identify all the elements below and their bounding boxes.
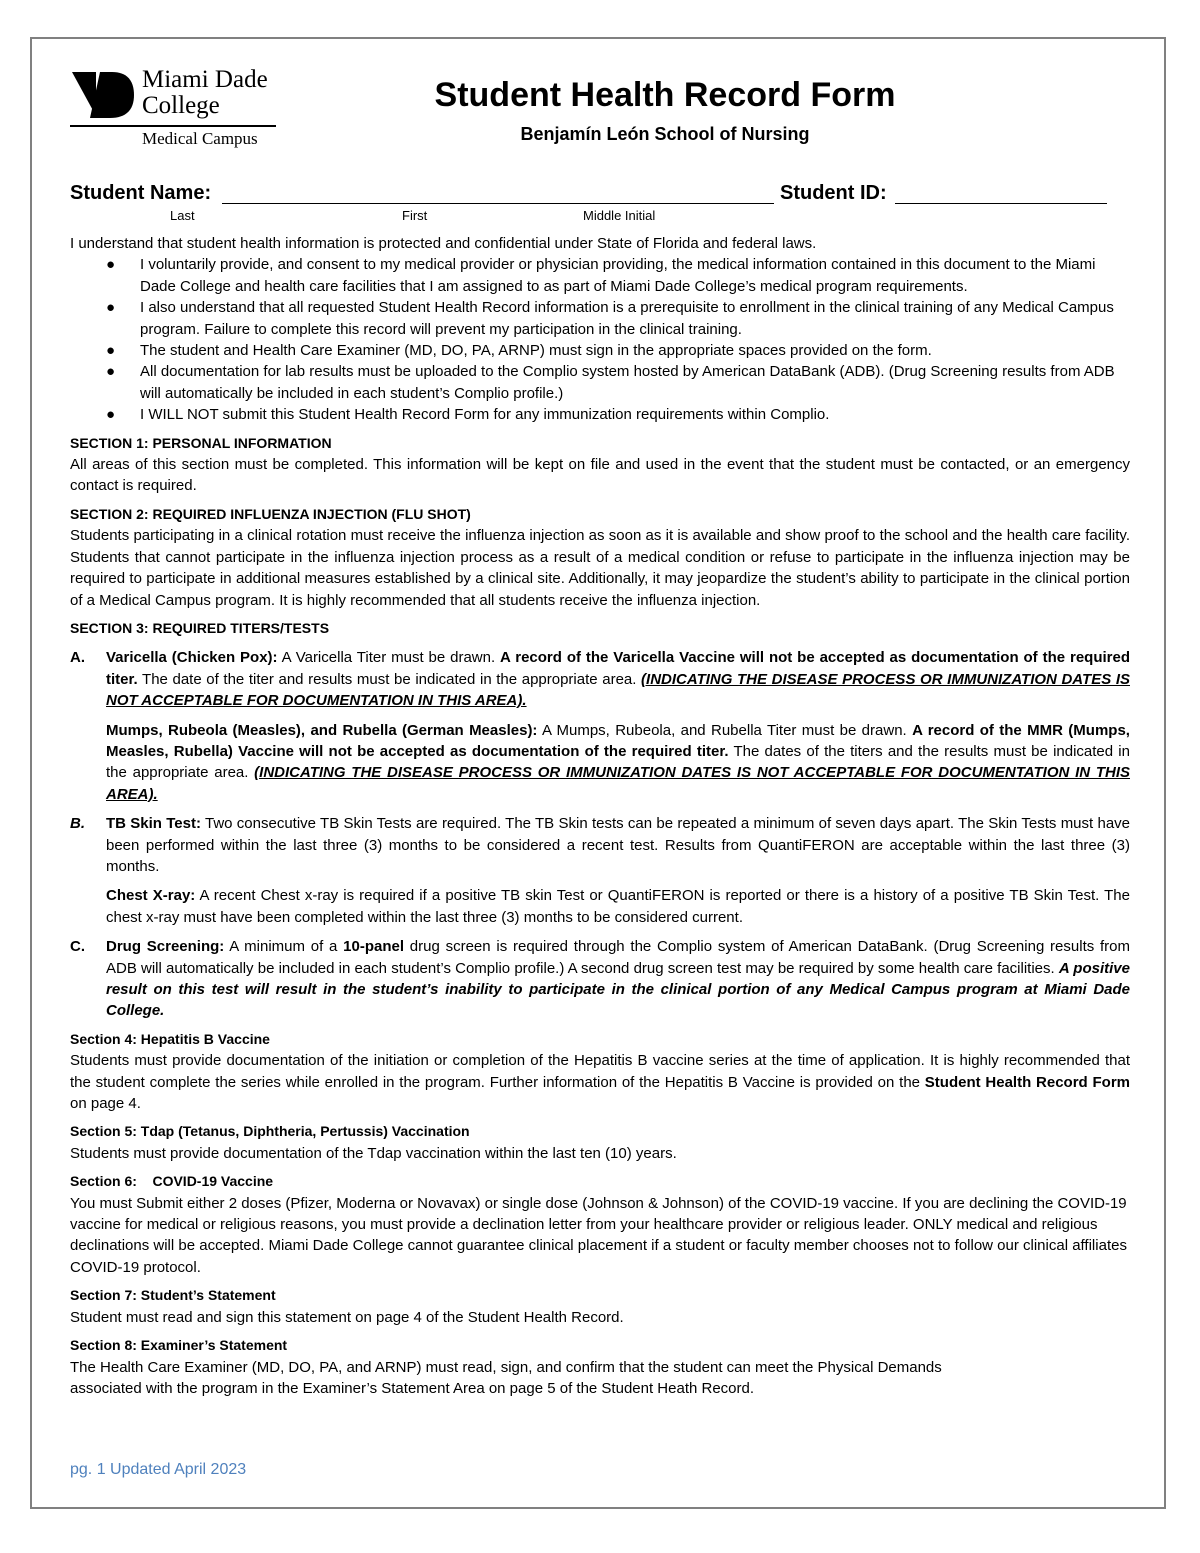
mmr-item: Mumps, Rubeola (Measles), and Rubella (German Measles): A Mumps, Rubeola, and Rubella Titer must be drawn. A record of the MMR (Mumps, Measles, Rubella) Vaccine will not be accepted as documentation of the required titer. The dates of the titers and the results must be indicated in the appropriate area. (INDICATING THE DISEASE PROCESS OR IMMUNIZATION DATES IS NOT ACCEPTABLE FOR DOCUMENTATION IN THIS AREA). bbox=[106, 721, 1130, 803]
section2-heading: SECTION 2: REQUIRED INFLUENZA INJECTION (FLU SHOT) bbox=[70, 505, 471, 522]
logo-line2: College bbox=[142, 92, 220, 119]
intro-bullets bbox=[70, 254, 1130, 425]
tb-skin-test-item: B. TB Skin Test: Two consecutive TB Skin Tests are required. The TB Skin tests can be repeated a minimum of seven days apart. The Skin Tests must have been performed within the last three (3) months to be considered a recent test. Results from QuantiFERON are acceptable within the last three (3) months. bbox=[70, 815, 1131, 875]
varicella-item: A. Varicella (Chicken Pox): A Varicella Titer must be drawn. A record of the Varicella Vaccine will not be accepted as documentation of the required titer. The date of the titer and results must be indicated in the appropriate area. (INDICATING THE DISEASE PROCESS OR IMMUNIZATION DATES IS NOT ACCEPTABLE FOR DOCUMENTATION IN THIS AREA). bbox=[70, 649, 1130, 710]
section2-body: Students participating in a clinical rotation must receive the influenza injection as soon as it is available and show proof to the school and the health care facility. Students that cannot participate in the influenza injection process as a result of a medical condition or refuse to participate in the influenza injection may be required to participate in additional measures established by a clinical site. Additionally, it may jeopardize the student’s ability to participate in the clinical portion of a Medical Campus program. It is highly recommended that all students receive the influenza injection. bbox=[70, 527, 1130, 609]
drug-screening-item: C. Drug Screening: A minimum of a 10-panel drug screen is required through the Complio system of American DataBank. (Drug Screening results from ADB will automatically be included in each student’s Complio profile.) A second drug screen test may be required by some health care facilities. A positive result on this test will result in the student’s inability to participate in the clinical portion of any Medical Campus program at Miami Dade College. bbox=[70, 938, 1131, 1020]
sublabel-last: Last bbox=[170, 208, 195, 223]
section7-heading: Section 7: Student’s Statement bbox=[70, 1287, 276, 1304]
list-item: ● The student and Health Care Examiner (MD, DO, PA, ARNP) must sign in the appropriate spaces provided on the form. bbox=[70, 340, 1130, 361]
student-name-field[interactable] bbox=[222, 203, 774, 204]
section4-body: Students must provide documentation of the initiation or completion of the Hepatitis B vaccine series at the time of application. It is highly recommended that the student complete the series while enrolled in the program. Further information of the Hepatitis B Vaccine is provided on the Student Health Record Form on page 4. bbox=[70, 1052, 1130, 1113]
section4-heading: Section 4: Hepatitis B Vaccine bbox=[70, 1030, 270, 1047]
page-footer: pg. 1 Updated April 2023 bbox=[70, 1461, 247, 1478]
chest-xray-item: Chest X-ray: A recent Chest x-ray is required if a positive TB skin Test or QuantiFERON is reported or there is a history of a positive TB Skin Test. The chest x-ray must have been completed within the last three (3) months to be considered current. bbox=[106, 887, 1130, 926]
list-item: ● I voluntarily provide, and consent to my medical provider or physician providing, the medical information contained in this document to the Miami Dade College and health care facilities that I am assigned to as part of Miami Dade College’s medical program requirements. bbox=[106, 256, 1096, 295]
section6-heading: Section 6: COVID-19 Vaccine bbox=[70, 1173, 274, 1190]
form-subtitle: Benjamín León School of Nursing bbox=[520, 124, 810, 144]
logo-line1: Miami Dade bbox=[142, 66, 268, 93]
list-item: ● All documentation for lab results must be uploaded to the Complio system hosted by American DataBank (ADB). (Drug Screening results from ADB will automatically be included in each student’s Complio profile.) bbox=[106, 363, 1115, 402]
list-item: ● I WILL NOT submit this Student Health Record Form for any immunization requirements within Complio. bbox=[70, 404, 1130, 425]
bullet-icon: ● bbox=[106, 256, 116, 274]
section8-heading: Section 8: Examiner’s Statement bbox=[70, 1337, 288, 1354]
section8-body-line1: The Health Care Examiner (MD, DO, PA, and ARNP) must read, sign, and confirm that the student can meet the Physical Demands bbox=[70, 1358, 942, 1376]
bullet-icon: ● bbox=[106, 406, 116, 424]
section8-body-line2: associated with the program in the Examiner’s Statement Area on page 5 of the Student Heath Record. bbox=[70, 1379, 755, 1397]
sublabel-first: First bbox=[402, 208, 428, 223]
form-content bbox=[70, 233, 1130, 1399]
student-name-label: Student Name: bbox=[70, 182, 212, 204]
student-name-row bbox=[70, 180, 1130, 206]
section6-body: You must Submit either 2 doses (Pfizer, Moderna or Novavax) or single dose (Johnson & Johnson) of the COVID-19 vaccine. If you are declining the COVID-19 vaccine for medical or religious reasons, you must provide a declination letter from your healthcare provider or religious leader. ONLY medical and religious declinations will be accepted. Miami Dade College cannot guarantee clinical placement if a student or faculty member chooses not to follow our clinical affiliates COVID-19 protocol. bbox=[70, 1194, 1127, 1276]
logo-rule bbox=[70, 125, 276, 127]
bullet-icon: ● bbox=[106, 299, 116, 317]
mdc-logo bbox=[70, 66, 280, 152]
mdc-logo-icon bbox=[70, 70, 136, 120]
section5-heading: Section 5: Tdap (Tetanus, Diphtheria, Pertussis) Vaccination bbox=[70, 1123, 470, 1140]
form-title: Student Health Record Form bbox=[434, 76, 896, 114]
sublabel-middle: Middle Initial bbox=[583, 208, 656, 223]
student-id-label: Student ID: bbox=[780, 182, 887, 204]
section1-heading: SECTION 1: PERSONAL INFORMATION bbox=[70, 434, 332, 451]
bullet-icon: ● bbox=[106, 342, 116, 360]
student-id-field[interactable] bbox=[895, 203, 1107, 204]
logo-campus: Medical Campus bbox=[142, 129, 258, 148]
list-item: ● I also understand that all requested Student Health Record information is a prerequisite to enrollment in the clinical training of any Medical Campus program. Failure to complete this record will prevent my participation in the clinical training. bbox=[106, 299, 1114, 338]
intro-text: I understand that student health information is protected and confidential under State of Florida and federal laws. bbox=[70, 235, 817, 252]
section7-body: Student must read and sign this statement on page 4 of the Student Health Record. bbox=[70, 1308, 624, 1326]
section1-body: All areas of this section must be completed. This information will be kept on file and used in the event that the student must be contacted, or an emergency contact is required. bbox=[70, 456, 1130, 495]
bullet-icon: ● bbox=[106, 363, 116, 381]
section5-body: Students must provide documentation of the Tdap vaccination within the last ten (10) years. bbox=[70, 1144, 677, 1162]
section3-heading: SECTION 3: REQUIRED TITERS/TESTS bbox=[70, 619, 330, 636]
